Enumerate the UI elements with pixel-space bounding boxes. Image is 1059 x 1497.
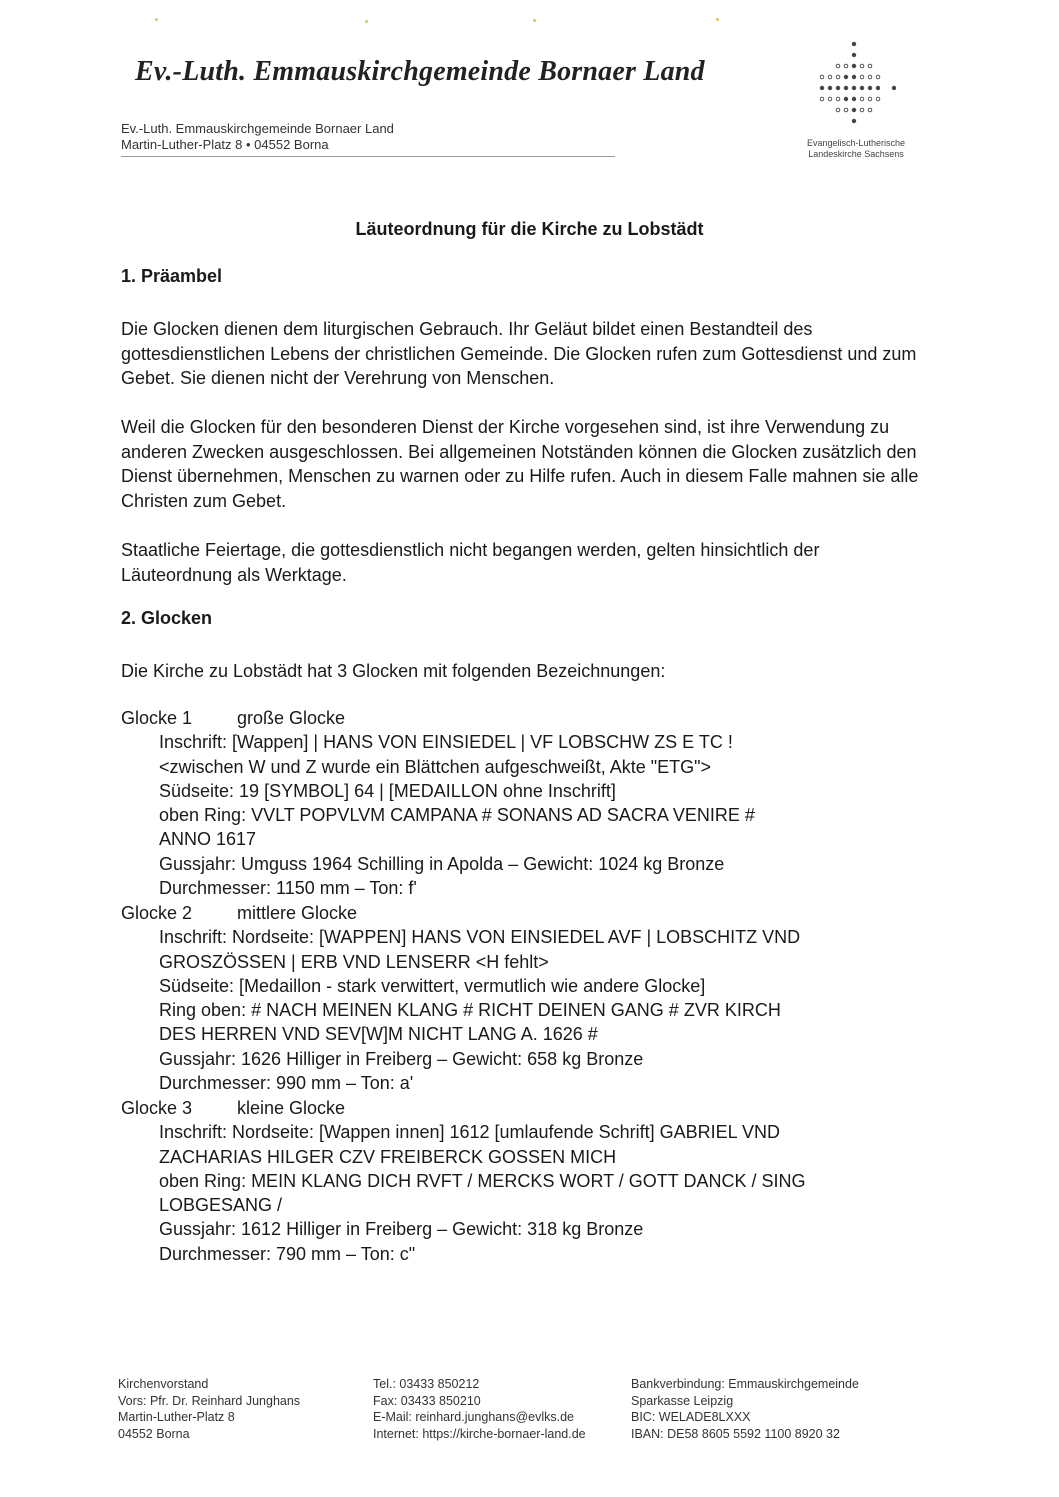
bell-detail-line: ZACHARIAS HILGER CZV FREIBERCK GOSSEN MICH xyxy=(159,1146,617,1167)
bell-detail-line: Südseite: 19 [SYMBOL] 64 | [MEDAILLON ohne Inschrift] xyxy=(159,780,616,801)
bell-heading xyxy=(121,706,941,730)
sender-line: Martin-Luther-Platz 8 • 04552 Borna xyxy=(121,137,329,152)
sender-address xyxy=(121,121,394,153)
scan-speck xyxy=(716,18,719,21)
bell-label: Glocke 3 xyxy=(121,1098,193,1118)
bell-name: mittlere Glocke xyxy=(237,903,358,923)
scan-speck xyxy=(365,20,368,23)
bell-label: Glocke 1 xyxy=(121,708,193,728)
section-heading-bells: 2. Glocken xyxy=(121,608,213,628)
footer-bank: Bankverbindung: Emmauskirchgemeinde Sparkasse Leipzig BIC: WELADE8LXXX IBAN: DE58 8605 5592 1100 8920 32 xyxy=(631,1377,859,1441)
bell-entry xyxy=(121,706,941,900)
document-title: Läuteordnung für die Kirche zu Lobstädt xyxy=(355,219,704,239)
bell-detail-line: Inschrift: Nordseite: [Wappen innen] 1612 [umlaufende Schrift] GABRIEL VND xyxy=(159,1122,780,1143)
section-heading-preamble: 1. Präambel xyxy=(121,266,223,286)
bell-detail-line: Durchmesser: 990 mm – Ton: a' xyxy=(159,1073,414,1094)
sender-line: Ev.-Luth. Emmauskirchgemeinde Bornaer Land xyxy=(121,121,394,136)
organization-title: Ev.-Luth. Emmauskirchgemeinde Bornaer Land xyxy=(135,56,705,87)
website-link[interactable]: Internet: https://kirche-bornaer-land.de xyxy=(373,1426,586,1441)
bells-intro: Die Kirche zu Lobstädt hat 3 Glocken mit folgenden Bezeichnungen: xyxy=(121,661,666,681)
bell-detail-line: <zwischen W und Z wurde ein Blättchen aufgeschweißt, Akte "ETG"> xyxy=(159,756,712,777)
bell-detail-line: Inschrift: [Wappen] | HANS VON EINSIEDEL | VF LOBSCHW ZS E TC ! xyxy=(159,732,733,753)
footer-contact: Tel.: 03433 850212 Fax: 03433 850210 E-Mail: reinhard.junghans@evlks.de Internet: https://kirche-bornaer-land.de xyxy=(373,1377,586,1441)
paragraph: Die Glocken dienen dem liturgischen Gebrauch. Ihr Geläut bildet einen Bestandteil des gottesdienstlichen Lebens der christlichen Gemeinde. Die Glocken rufen zum Gottesdienst und zum Gebet. Sie dienen nicht der Verehrung von Menschen. xyxy=(121,319,917,388)
bell-detail-line: ANNO 1617 xyxy=(159,829,257,850)
bell-heading xyxy=(121,901,941,925)
bell-name: große Glocke xyxy=(237,708,346,728)
bell-detail-line: DES HERREN VND SEV[W]M NICHT LANG A. 1626 # xyxy=(159,1024,598,1045)
bell-details xyxy=(121,1120,941,1266)
footer-board: Kirchenvorstand Vors: Pfr. Dr. Reinhard Junghans Martin-Luther-Platz 8 04552 Borna xyxy=(118,1377,301,1441)
bell-entry xyxy=(121,1096,941,1266)
bell-entry xyxy=(121,901,941,1095)
scan-speck xyxy=(533,19,536,22)
address-divider xyxy=(121,156,615,157)
bell-detail-line: Gussjahr: 1626 Hilliger in Freiberg – Gewicht: 658 kg Bronze xyxy=(159,1048,644,1069)
logo-caption: Evangelisch-Lutherische Landeskirche Sachsens xyxy=(806,138,906,159)
bell-detail-line: oben Ring: VVLT POPVLVM CAMPANA # SONANS AD SACRA VENIRE # xyxy=(159,805,755,826)
bell-detail-line: oben Ring: MEIN KLANG DICH RVFT / MERCKS WORT / GOTT DANCK / SING xyxy=(159,1170,806,1191)
bell-name: kleine Glocke xyxy=(237,1098,346,1118)
bell-detail-line: Gussjahr: Umguss 1964 Schilling in Apolda – Gewicht: 1024 kg Bronze xyxy=(159,853,725,874)
bell-details xyxy=(121,925,941,1095)
bell-detail-line: Gussjahr: 1612 Hilliger in Freiberg – Gewicht: 318 kg Bronze xyxy=(159,1219,644,1240)
bell-detail-line: Ring oben: # NACH MEINEN KLANG # RICHT DEINEN GANG # ZVR KIRCH xyxy=(159,1000,781,1021)
scan-speck xyxy=(155,18,158,21)
bell-label: Glocke 2 xyxy=(121,903,193,923)
paragraph: Staatliche Feiertage, die gottesdienstlich nicht begangen werden, gelten hinsichtlich der Läuteordnung als Werktage. xyxy=(121,540,820,585)
bell-heading xyxy=(121,1096,941,1120)
bell-detail-line: GROSZÖSSEN | ERB VND LENSERR <H fehlt> xyxy=(159,951,549,972)
bell-detail-line: LOBGESANG / xyxy=(159,1195,283,1216)
paragraph: Weil die Glocken für den besonderen Dienst der Kirche vorgesehen sind, ist ihre Verwendung zu anderen Zwecken ausgeschlossen. Bei allgemeinen Notständen können die Glocken zusätzlich den Dienst übernehmen, Menschen zu warnen oder zu Hilfe rufen. Auch in diesem Falle mahnen sie alle Christen zum Gebet. xyxy=(121,417,919,511)
bell-detail-line: Südseite: [Medaillon - stark verwittert, vermutlich wie andere Glocke] xyxy=(159,975,706,996)
bell-detail-line: Durchmesser: 790 mm – Ton: c" xyxy=(159,1243,416,1264)
bell-details xyxy=(121,730,941,900)
bell-detail-line: Durchmesser: 1150 mm – Ton: f' xyxy=(159,878,417,899)
email-link[interactable]: E-Mail: reinhard.junghans@evlks.de xyxy=(373,1410,574,1424)
bell-detail-line: Inschrift: Nordseite: [WAPPEN] HANS VON EINSIEDEL AVF | LOBSCHITZ VND xyxy=(159,927,801,948)
church-cross-logo xyxy=(800,38,910,130)
